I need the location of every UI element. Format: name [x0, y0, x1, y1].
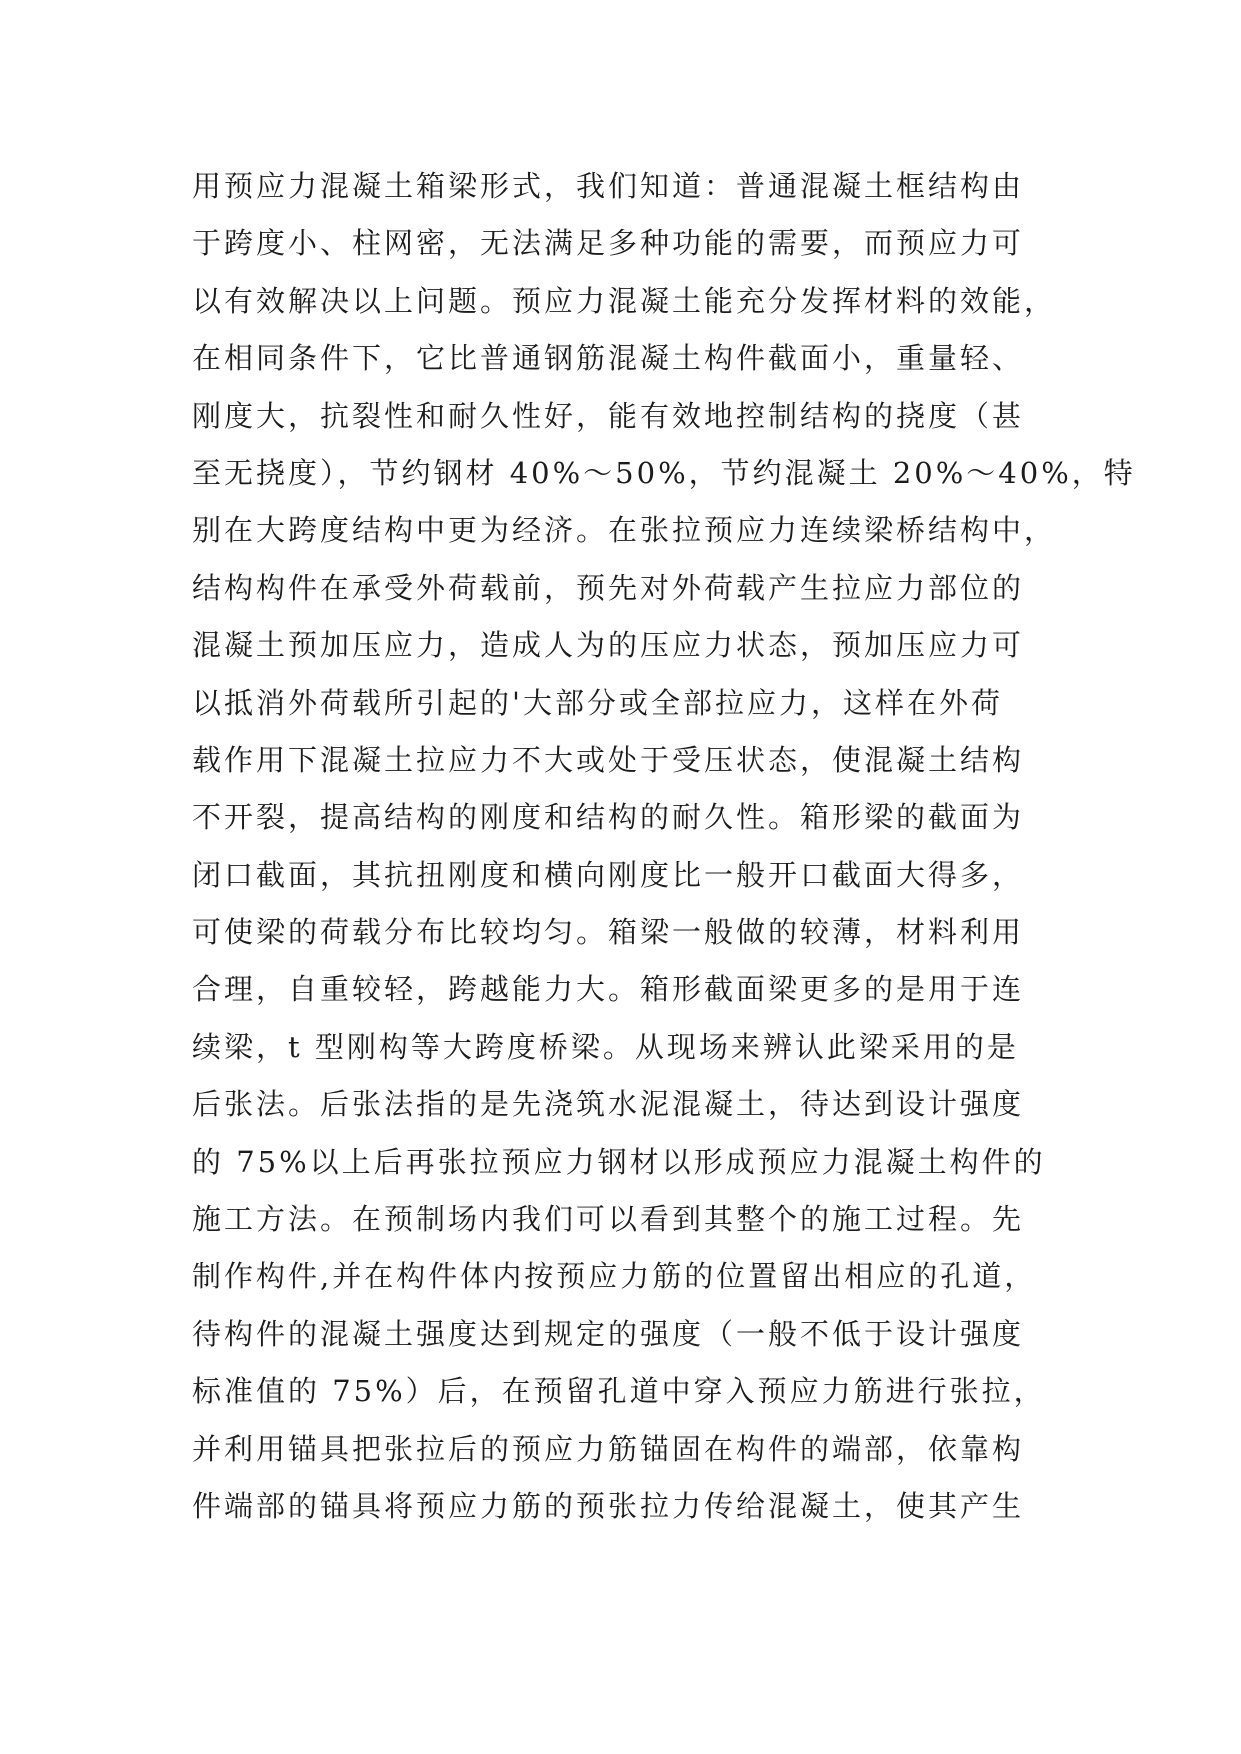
text-line: 闭口截面，其抗扭刚度和横向刚度比一般开口截面大得多， — [192, 857, 1025, 892]
body-paragraph — [192, 158, 1136, 1535]
text-line: 件端部的锚具将预应力筋的预张拉力传给混凝土，使其产生 — [192, 1488, 1025, 1523]
text-line: 刚度大，抗裂性和耐久性好，能有效地控制结构的挠度（甚 — [192, 398, 1025, 433]
text-line: 于跨度小、柱网密，无法满足多种功能的需要，而预应力可 — [192, 226, 1025, 261]
text-line: 合理，自重较轻，跨越能力大。箱形截面梁更多的是用于连 — [192, 972, 1025, 1007]
text-line: 后张法。后张法指的是先浇筑水泥混凝土，待达到设计强度 — [192, 1087, 1025, 1122]
text-line: 续梁，t 型刚构等大跨度桥梁。从现场来辨认此梁采用的是 — [192, 1029, 1019, 1064]
text-line: 别在大跨度结构中更为经济。在张拉预应力连续梁桥结构中， — [192, 513, 1057, 548]
text-line: 载作用下混凝土拉应力不大或处于受压状态，使混凝土结构 — [192, 742, 1025, 777]
text-line: 不开裂，提高结构的刚度和结构的耐久性。箱形梁的截面为 — [192, 800, 1025, 835]
text-line: 用预应力混凝土箱梁形式，我们知道：普通混凝土框结构由 — [192, 169, 1025, 203]
text-line: 待构件的混凝土强度达到规定的强度（一般不低于设计强度 — [192, 1316, 1025, 1351]
text-line: 在相同条件下，它比普通钢筋混凝土构件截面小，重量轻、 — [192, 341, 1025, 376]
text-line: 以有效解决以上问题。预应力混凝土能充分发挥材料的效能， — [192, 283, 1057, 318]
text-line: 施工方法。在预制场内我们可以看到其整个的施工过程。先 — [192, 1202, 1025, 1237]
text-line: 的 75%以上后再张拉预应力钢材以形成预应力混凝土构件的 — [192, 1144, 1046, 1179]
text-line: 标准值的 75%）后，在预留孔道中穿入预应力筋进行张拉， — [192, 1374, 1046, 1409]
text-line: 至无挠度），节约钢材 40%～50%，节约混凝土 20%～40%，特 — [192, 455, 1136, 490]
text-line: 并利用锚具把张拉后的预应力筋锚固在构件的端部，依靠构 — [192, 1431, 1025, 1466]
text-line: 制作构件,并在构件体内按预应力筋的位置留出相应的孔道， — [192, 1259, 1037, 1294]
text-line: 结构构件在承受外荷载前，预先对外荷载产生拉应力部位的 — [192, 570, 1025, 605]
text-line: 以抵消外荷载所引起的'大部分或全部拉应力，这样在外荷 — [192, 685, 1003, 720]
text-line: 可使梁的荷载分布比较均匀。箱梁一般做的较薄，材料利用 — [192, 915, 1025, 950]
text-line: 混凝土预加压应力，造成人为的压应力状态，预加压应力可 — [192, 628, 1025, 663]
